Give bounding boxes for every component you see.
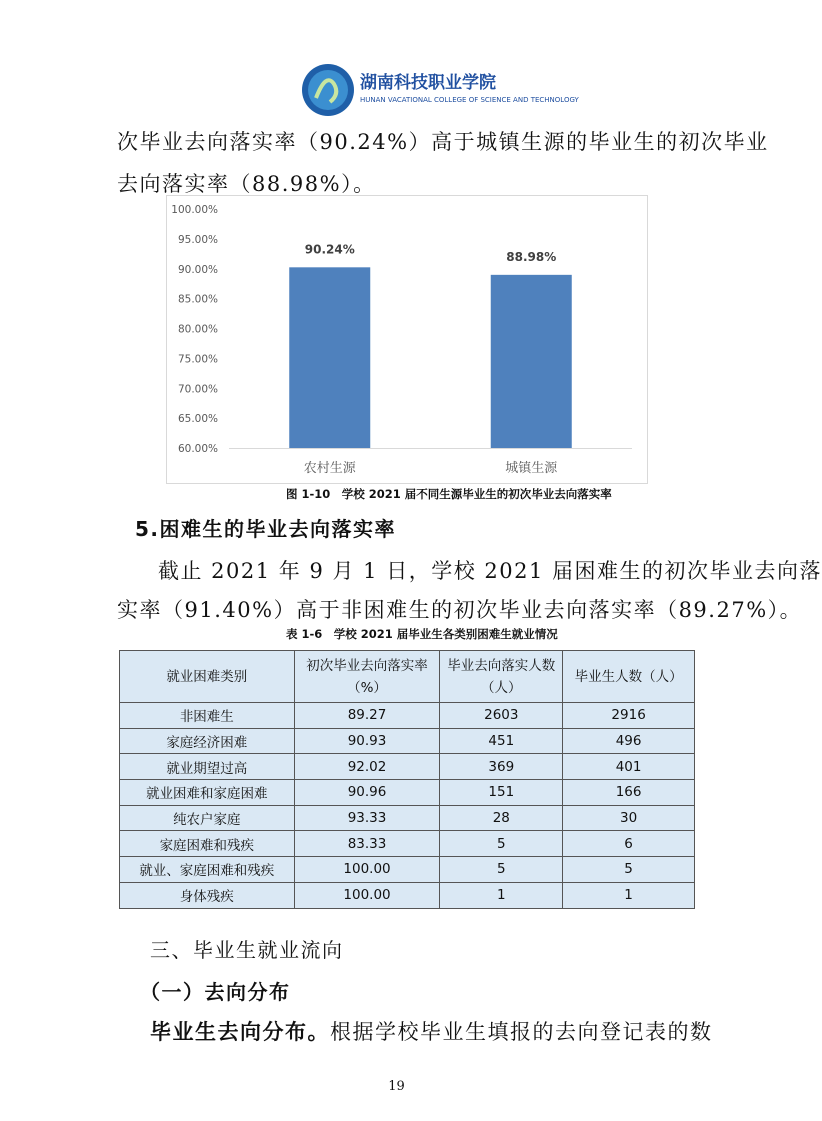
bold-lead: 毕业生去向分布。: [150, 1020, 330, 1044]
table-row: [120, 703, 695, 729]
table-cell: 30: [563, 805, 695, 831]
table-cell: 151: [440, 780, 563, 806]
table-cell: 就业、家庭困难和残疾: [120, 857, 295, 883]
table-cell: 166: [563, 780, 695, 806]
figure-caption: 图 1-10 学校 2021 届不同生源毕业生的初次毕业去向落实率: [286, 487, 612, 501]
table-cell: 28: [440, 805, 563, 831]
y-tick-label: 60.00%: [177, 443, 218, 455]
col-header: 毕业去向落实人数（人）: [440, 651, 563, 703]
table-cell: 6: [563, 831, 695, 857]
table-cell: 93.33: [294, 805, 440, 831]
bar: [491, 275, 572, 448]
x-tick-label: 农村生源: [303, 461, 356, 476]
y-tick-label: 80.00%: [177, 323, 218, 336]
table-row: [120, 754, 695, 780]
paragraph-text: 根据学校毕业生填报的去向登记表的数: [330, 1020, 713, 1044]
table-cell: 90.96: [294, 780, 440, 806]
table-cell: 非困难生: [120, 703, 295, 729]
table-cell: 家庭困难和残疾: [120, 831, 295, 857]
table-cell: 90.93: [294, 728, 440, 754]
table-cell: 89.27: [294, 703, 440, 729]
section-title: 三、毕业生就业流向: [150, 938, 344, 962]
x-tick-label: 城镇生源: [505, 461, 558, 476]
table-cell: 5: [563, 857, 695, 883]
table-cell: 家庭经济困难: [120, 728, 295, 754]
table-cell: 1: [440, 882, 563, 908]
y-tick-label: 85.00%: [177, 293, 218, 306]
paragraph-line: 截止 2021 年 9 月 1 日，学校 2021 届困难生的初次毕业去向落: [158, 559, 822, 583]
y-tick-label: 75.00%: [177, 353, 218, 366]
bar: [289, 267, 370, 448]
page-number: 19: [388, 1079, 405, 1094]
difficulty-table: [119, 650, 695, 909]
y-tick-label: 70.00%: [177, 383, 218, 396]
paragraph-line: [150, 1016, 713, 1046]
table-cell: 纯农户家庭: [120, 805, 295, 831]
section-title: 5.困难生的毕业去向落实率: [135, 517, 397, 541]
data-label: 90.24%: [304, 242, 355, 257]
table-row: [120, 728, 695, 754]
table-cell: 496: [563, 728, 695, 754]
table-cell: 83.33: [294, 831, 440, 857]
paragraph-line: 实率（91.40%）高于非困难生的初次毕业去向落实率（89.27%）。: [117, 598, 803, 622]
table-row: [120, 780, 695, 806]
table-cell: 369: [440, 754, 563, 780]
table-cell: 2916: [563, 703, 695, 729]
table-row: [120, 831, 695, 857]
table-cell: 1: [563, 882, 695, 908]
table-cell: 100.00: [294, 857, 440, 883]
school-name-cn: 湖南科技职业学院: [360, 73, 496, 93]
y-tick-label: 65.00%: [177, 413, 218, 426]
y-tick-label: 95.00%: [177, 233, 218, 246]
data-label: 88.98%: [506, 249, 557, 264]
table-caption: 表 1-6 学校 2021 届毕业生各类别困难生就业情况: [286, 627, 558, 641]
chart-svg: [0, 0, 793, 500]
table-cell: 401: [563, 754, 695, 780]
y-tick-label: 90.00%: [177, 263, 218, 276]
table-cell: 就业困难和家庭困难: [120, 780, 295, 806]
table-cell: 92.02: [294, 754, 440, 780]
col-header: 就业困难类别: [120, 651, 295, 703]
paragraph-line: 次毕业去向落实率（90.24%）高于城镇生源的毕业生的初次毕业: [117, 130, 769, 154]
table-cell: 5: [440, 831, 563, 857]
table-cell: 5: [440, 857, 563, 883]
table-row: [120, 857, 695, 883]
table-cell: 身体残疾: [120, 882, 295, 908]
col-header: 初次毕业去向落实率（%）: [294, 651, 440, 703]
subsection-title: （一）去向分布: [140, 980, 291, 1004]
table-header-row: [120, 651, 695, 703]
paragraph-line: 去向落实率（88.98%）。: [117, 172, 376, 196]
y-tick-label: 100.00%: [171, 204, 218, 216]
school-name-en: HUNAN VACATIONAL COLLEGE OF SCIENCE AND TECHNOLOGY: [360, 96, 579, 104]
table-cell: 451: [440, 728, 563, 754]
table-cell: 就业期望过高: [120, 754, 295, 780]
col-header: 毕业生人数（人）: [563, 651, 695, 703]
table-row: [120, 882, 695, 908]
table-cell: 100.00: [294, 882, 440, 908]
table-row: [120, 805, 695, 831]
table-cell: 2603: [440, 703, 563, 729]
